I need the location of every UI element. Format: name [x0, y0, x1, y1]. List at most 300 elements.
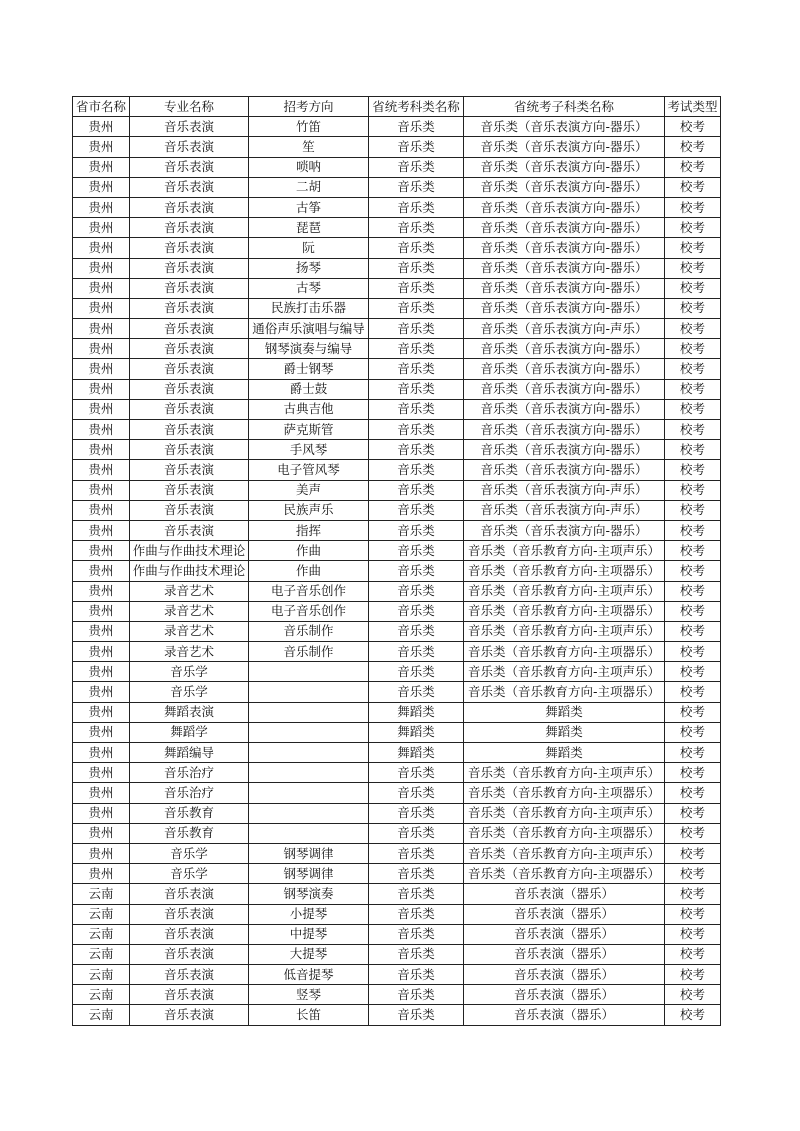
header-major: 专业名称: [130, 97, 249, 117]
header-exam-type: 考试类型: [665, 97, 721, 117]
table-row: [73, 965, 721, 985]
cell-exam-subcategory: 音乐类（音乐表演方向-器乐）: [464, 157, 665, 177]
cell-exam-category: 音乐类: [369, 965, 464, 985]
cell-exam-subcategory: 音乐类（音乐教育方向-主项器乐）: [464, 601, 665, 621]
cell-exam-type: 校考: [665, 1005, 721, 1025]
cell-exam-category: 音乐类: [369, 440, 464, 460]
cell-direction: 电子音乐创作: [249, 581, 369, 601]
cell-major: 录音艺术: [130, 601, 249, 621]
cell-direction: 二胡: [249, 177, 369, 197]
cell-major: 音乐表演: [130, 218, 249, 238]
cell-exam-subcategory: 音乐类（音乐教育方向-主项声乐）: [464, 581, 665, 601]
cell-exam-subcategory: 音乐类（音乐表演方向-器乐）: [464, 520, 665, 540]
cell-exam-category: 音乐类: [369, 298, 464, 318]
cell-major: 音乐教育: [130, 803, 249, 823]
cell-province: 贵州: [73, 642, 130, 662]
cell-exam-subcategory: 音乐类（音乐教育方向-主项声乐）: [464, 621, 665, 641]
table-row: [73, 197, 721, 217]
table-row: [73, 884, 721, 904]
cell-direction: [249, 823, 369, 843]
cell-exam-subcategory: 音乐类（音乐表演方向-器乐）: [464, 177, 665, 197]
cell-exam-subcategory: 音乐类（音乐表演方向-器乐）: [464, 238, 665, 258]
cell-exam-category: 音乐类: [369, 904, 464, 924]
cell-exam-category: 舞蹈类: [369, 722, 464, 742]
cell-exam-category: 音乐类: [369, 339, 464, 359]
cell-exam-category: 音乐类: [369, 763, 464, 783]
cell-exam-category: 音乐类: [369, 520, 464, 540]
cell-exam-type: 校考: [665, 601, 721, 621]
cell-province: 贵州: [73, 783, 130, 803]
cell-exam-subcategory: 舞蹈类: [464, 722, 665, 742]
cell-exam-type: 校考: [665, 783, 721, 803]
cell-direction: 手风琴: [249, 440, 369, 460]
table-row: [73, 743, 721, 763]
cell-major: 音乐表演: [130, 884, 249, 904]
cell-exam-category: 音乐类: [369, 238, 464, 258]
cell-exam-type: 校考: [665, 500, 721, 520]
cell-direction: [249, 743, 369, 763]
cell-direction: 爵士鼓: [249, 379, 369, 399]
cell-exam-type: 校考: [665, 319, 721, 339]
cell-exam-subcategory: 音乐类（音乐表演方向-器乐）: [464, 137, 665, 157]
cell-exam-category: 音乐类: [369, 682, 464, 702]
cell-exam-category: 音乐类: [369, 581, 464, 601]
cell-direction: 通俗声乐演唱与编导: [249, 319, 369, 339]
table-row: [73, 601, 721, 621]
cell-province: 贵州: [73, 359, 130, 379]
header-exam-subcategory: 省统考子科类名称: [464, 97, 665, 117]
cell-exam-subcategory: 音乐表演（器乐）: [464, 884, 665, 904]
cell-exam-subcategory: 音乐类（音乐表演方向-器乐）: [464, 298, 665, 318]
cell-exam-type: 校考: [665, 803, 721, 823]
cell-direction: [249, 722, 369, 742]
table-row: [73, 944, 721, 964]
cell-exam-subcategory: 音乐类（音乐教育方向-主项器乐）: [464, 642, 665, 662]
cell-direction: [249, 783, 369, 803]
cell-exam-type: 校考: [665, 884, 721, 904]
cell-exam-category: 音乐类: [369, 117, 464, 137]
cell-exam-category: 音乐类: [369, 137, 464, 157]
cell-exam-type: 校考: [665, 399, 721, 419]
cell-exam-subcategory: 音乐表演（器乐）: [464, 904, 665, 924]
cell-exam-category: 音乐类: [369, 379, 464, 399]
cell-direction: 指挥: [249, 520, 369, 540]
cell-direction: 琵琶: [249, 218, 369, 238]
table-row: [73, 399, 721, 419]
table-header: [73, 97, 721, 117]
cell-province: 贵州: [73, 238, 130, 258]
table-row: [73, 722, 721, 742]
cell-exam-category: 音乐类: [369, 157, 464, 177]
cell-major: 录音艺术: [130, 621, 249, 641]
cell-exam-type: 校考: [665, 460, 721, 480]
table-row: [73, 1005, 721, 1025]
cell-direction: 爵士钢琴: [249, 359, 369, 379]
table-row: [73, 258, 721, 278]
cell-exam-category: 音乐类: [369, 399, 464, 419]
cell-exam-category: 音乐类: [369, 944, 464, 964]
table-row: [73, 702, 721, 722]
cell-province: 贵州: [73, 258, 130, 278]
cell-province: 贵州: [73, 440, 130, 460]
cell-direction: 民族声乐: [249, 500, 369, 520]
cell-exam-type: 校考: [665, 298, 721, 318]
cell-exam-category: 音乐类: [369, 924, 464, 944]
cell-direction: 美声: [249, 480, 369, 500]
cell-province: 贵州: [73, 379, 130, 399]
cell-province: 云南: [73, 924, 130, 944]
cell-major: 作曲与作曲技术理论: [130, 561, 249, 581]
cell-province: 贵州: [73, 399, 130, 419]
cell-exam-type: 校考: [665, 965, 721, 985]
cell-exam-subcategory: 音乐类（音乐教育方向-主项器乐）: [464, 783, 665, 803]
cell-exam-type: 校考: [665, 197, 721, 217]
cell-direction: 音乐制作: [249, 642, 369, 662]
cell-province: 贵州: [73, 157, 130, 177]
table-row: [73, 864, 721, 884]
cell-major: 音乐表演: [130, 399, 249, 419]
table-row: [73, 339, 721, 359]
cell-direction: [249, 803, 369, 823]
cell-major: 音乐表演: [130, 965, 249, 985]
cell-direction: 作曲: [249, 541, 369, 561]
cell-exam-subcategory: 音乐类（音乐表演方向-器乐）: [464, 117, 665, 137]
cell-major: 音乐表演: [130, 339, 249, 359]
cell-province: 贵州: [73, 722, 130, 742]
cell-exam-type: 校考: [665, 359, 721, 379]
cell-province: 贵州: [73, 298, 130, 318]
cell-province: 贵州: [73, 137, 130, 157]
cell-exam-type: 校考: [665, 924, 721, 944]
cell-major: 音乐学: [130, 662, 249, 682]
cell-exam-type: 校考: [665, 763, 721, 783]
cell-province: 贵州: [73, 480, 130, 500]
cell-exam-type: 校考: [665, 743, 721, 763]
cell-exam-type: 校考: [665, 541, 721, 561]
cell-exam-type: 校考: [665, 480, 721, 500]
cell-exam-subcategory: 音乐表演（器乐）: [464, 985, 665, 1005]
cell-exam-subcategory: 音乐类（音乐表演方向-器乐）: [464, 197, 665, 217]
table-row: [73, 985, 721, 1005]
cell-province: 贵州: [73, 601, 130, 621]
table-row: [73, 520, 721, 540]
cell-exam-type: 校考: [665, 682, 721, 702]
cell-exam-subcategory: 音乐类（音乐教育方向-主项器乐）: [464, 682, 665, 702]
cell-province: 云南: [73, 1005, 130, 1025]
cell-direction: 古典吉他: [249, 399, 369, 419]
cell-exam-category: 音乐类: [369, 197, 464, 217]
cell-exam-category: 音乐类: [369, 561, 464, 581]
cell-major: 音乐表演: [130, 157, 249, 177]
cell-exam-category: 音乐类: [369, 642, 464, 662]
table-row: [73, 420, 721, 440]
cell-province: 云南: [73, 985, 130, 1005]
cell-exam-type: 校考: [665, 722, 721, 742]
cell-exam-subcategory: 音乐类（音乐教育方向-主项器乐）: [464, 561, 665, 581]
cell-major: 作曲与作曲技术理论: [130, 541, 249, 561]
cell-exam-category: 音乐类: [369, 420, 464, 440]
cell-exam-category: 舞蹈类: [369, 743, 464, 763]
cell-exam-subcategory: 音乐表演（器乐）: [464, 965, 665, 985]
cell-exam-subcategory: 音乐类（音乐表演方向-器乐）: [464, 399, 665, 419]
cell-direction: 钢琴调律: [249, 843, 369, 863]
cell-exam-subcategory: 音乐类（音乐教育方向-主项器乐）: [464, 823, 665, 843]
cell-exam-subcategory: 音乐类（音乐教育方向-主项声乐）: [464, 662, 665, 682]
cell-exam-category: 音乐类: [369, 218, 464, 238]
table-row: [73, 823, 721, 843]
cell-exam-subcategory: 舞蹈类: [464, 702, 665, 722]
cell-major: 音乐表演: [130, 359, 249, 379]
admissions-table: [72, 96, 721, 1026]
cell-exam-type: 校考: [665, 440, 721, 460]
table-row: [73, 581, 721, 601]
cell-exam-subcategory: 音乐类（音乐表演方向-器乐）: [464, 359, 665, 379]
cell-exam-category: 音乐类: [369, 319, 464, 339]
cell-exam-subcategory: 音乐表演（器乐）: [464, 1005, 665, 1025]
cell-exam-subcategory: 音乐类（音乐教育方向-主项声乐）: [464, 843, 665, 863]
cell-province: 贵州: [73, 561, 130, 581]
cell-exam-category: 音乐类: [369, 460, 464, 480]
cell-province: 贵州: [73, 420, 130, 440]
cell-province: 云南: [73, 944, 130, 964]
table-row: [73, 440, 721, 460]
table-row: [73, 298, 721, 318]
cell-major: 音乐表演: [130, 924, 249, 944]
cell-exam-type: 校考: [665, 339, 721, 359]
cell-province: 云南: [73, 904, 130, 924]
cell-major: 音乐表演: [130, 500, 249, 520]
table-row: [73, 117, 721, 137]
cell-direction: 电子音乐创作: [249, 601, 369, 621]
cell-direction: 钢琴调律: [249, 864, 369, 884]
cell-exam-type: 校考: [665, 985, 721, 1005]
table-row: [73, 682, 721, 702]
cell-exam-subcategory: 音乐类（音乐表演方向-声乐）: [464, 480, 665, 500]
cell-exam-subcategory: 音乐类（音乐表演方向-器乐）: [464, 278, 665, 298]
cell-direction: 低音提琴: [249, 965, 369, 985]
cell-exam-subcategory: 音乐类（音乐表演方向-声乐）: [464, 319, 665, 339]
cell-exam-subcategory: 音乐类（音乐表演方向-器乐）: [464, 379, 665, 399]
cell-exam-category: 音乐类: [369, 177, 464, 197]
cell-exam-type: 校考: [665, 621, 721, 641]
table-row: [73, 500, 721, 520]
header-province: 省市名称: [73, 97, 130, 117]
cell-province: 云南: [73, 965, 130, 985]
cell-province: 贵州: [73, 803, 130, 823]
table-row: [73, 803, 721, 823]
cell-major: 音乐表演: [130, 985, 249, 1005]
cell-major: 音乐表演: [130, 1005, 249, 1025]
table-row: [73, 843, 721, 863]
cell-exam-subcategory: 音乐类（音乐表演方向-器乐）: [464, 420, 665, 440]
cell-major: 音乐表演: [130, 319, 249, 339]
cell-exam-category: 音乐类: [369, 662, 464, 682]
table-row: [73, 460, 721, 480]
cell-exam-type: 校考: [665, 379, 721, 399]
cell-exam-category: 舞蹈类: [369, 702, 464, 722]
cell-major: 音乐学: [130, 864, 249, 884]
table-row: [73, 763, 721, 783]
cell-exam-type: 校考: [665, 157, 721, 177]
cell-direction: 作曲: [249, 561, 369, 581]
cell-province: 贵州: [73, 621, 130, 641]
table-row: [73, 904, 721, 924]
cell-exam-category: 音乐类: [369, 985, 464, 1005]
cell-exam-category: 音乐类: [369, 783, 464, 803]
cell-direction: 民族打击乐器: [249, 298, 369, 318]
cell-direction: 古筝: [249, 197, 369, 217]
table-row: [73, 359, 721, 379]
cell-exam-subcategory: 音乐类（音乐表演方向-器乐）: [464, 339, 665, 359]
cell-major: 舞蹈表演: [130, 702, 249, 722]
cell-exam-subcategory: 音乐类（音乐表演方向-器乐）: [464, 258, 665, 278]
cell-direction: [249, 763, 369, 783]
cell-exam-category: 音乐类: [369, 480, 464, 500]
cell-province: 贵州: [73, 763, 130, 783]
cell-province: 贵州: [73, 339, 130, 359]
cell-province: 贵州: [73, 218, 130, 238]
header-row: [73, 97, 721, 117]
table-row: [73, 541, 721, 561]
cell-major: 音乐治疗: [130, 783, 249, 803]
cell-exam-subcategory: 音乐类（音乐表演方向-器乐）: [464, 218, 665, 238]
cell-exam-type: 校考: [665, 843, 721, 863]
cell-major: 音乐表演: [130, 520, 249, 540]
table-row: [73, 177, 721, 197]
table-row: [73, 379, 721, 399]
cell-major: 音乐表演: [130, 177, 249, 197]
cell-exam-type: 校考: [665, 137, 721, 157]
cell-major: 音乐表演: [130, 904, 249, 924]
table-row: [73, 561, 721, 581]
cell-major: 音乐治疗: [130, 763, 249, 783]
cell-exam-subcategory: 音乐类（音乐表演方向-器乐）: [464, 440, 665, 460]
table-body: [73, 117, 721, 1025]
cell-exam-category: 音乐类: [369, 258, 464, 278]
cell-direction: 阮: [249, 238, 369, 258]
cell-province: 贵州: [73, 581, 130, 601]
table-row: [73, 137, 721, 157]
cell-exam-category: 音乐类: [369, 278, 464, 298]
cell-exam-type: 校考: [665, 258, 721, 278]
cell-major: 音乐表演: [130, 117, 249, 137]
cell-major: 音乐表演: [130, 379, 249, 399]
table-row: [73, 319, 721, 339]
cell-direction: 扬琴: [249, 258, 369, 278]
cell-exam-category: 音乐类: [369, 359, 464, 379]
table-row: [73, 238, 721, 258]
cell-major: 音乐学: [130, 843, 249, 863]
cell-exam-category: 音乐类: [369, 621, 464, 641]
cell-exam-type: 校考: [665, 561, 721, 581]
cell-province: 云南: [73, 884, 130, 904]
table-row: [73, 480, 721, 500]
table-row: [73, 662, 721, 682]
cell-province: 贵州: [73, 743, 130, 763]
table-row: [73, 621, 721, 641]
cell-major: 录音艺术: [130, 581, 249, 601]
cell-exam-subcategory: 音乐类（音乐表演方向-声乐）: [464, 500, 665, 520]
cell-exam-subcategory: 舞蹈类: [464, 743, 665, 763]
cell-exam-type: 校考: [665, 642, 721, 662]
cell-major: 音乐表演: [130, 278, 249, 298]
cell-province: 贵州: [73, 278, 130, 298]
cell-exam-category: 音乐类: [369, 864, 464, 884]
cell-province: 贵州: [73, 541, 130, 561]
cell-major: 音乐表演: [130, 197, 249, 217]
cell-province: 贵州: [73, 843, 130, 863]
table-row: [73, 278, 721, 298]
cell-exam-category: 音乐类: [369, 823, 464, 843]
cell-direction: [249, 682, 369, 702]
cell-exam-subcategory: 音乐类（音乐教育方向-主项声乐）: [464, 803, 665, 823]
cell-exam-type: 校考: [665, 238, 721, 258]
cell-exam-type: 校考: [665, 662, 721, 682]
cell-major: 音乐表演: [130, 298, 249, 318]
cell-exam-subcategory: 音乐表演（器乐）: [464, 944, 665, 964]
cell-exam-category: 音乐类: [369, 541, 464, 561]
table-row: [73, 783, 721, 803]
cell-exam-category: 音乐类: [369, 601, 464, 621]
cell-direction: 音乐制作: [249, 621, 369, 641]
cell-exam-category: 音乐类: [369, 843, 464, 863]
cell-direction: 萨克斯管: [249, 420, 369, 440]
cell-exam-type: 校考: [665, 177, 721, 197]
cell-major: 音乐表演: [130, 258, 249, 278]
cell-exam-type: 校考: [665, 944, 721, 964]
cell-exam-subcategory: 音乐类（音乐表演方向-器乐）: [464, 460, 665, 480]
cell-province: 贵州: [73, 197, 130, 217]
cell-exam-subcategory: 音乐类（音乐教育方向-主项声乐）: [464, 763, 665, 783]
cell-direction: 笙: [249, 137, 369, 157]
cell-direction: 竹笛: [249, 117, 369, 137]
header-exam-category: 省统考科类名称: [369, 97, 464, 117]
table-row: [73, 642, 721, 662]
cell-exam-type: 校考: [665, 420, 721, 440]
cell-direction: [249, 662, 369, 682]
cell-province: 贵州: [73, 702, 130, 722]
cell-exam-type: 校考: [665, 581, 721, 601]
cell-exam-subcategory: 音乐类（音乐教育方向-主项器乐）: [464, 864, 665, 884]
cell-province: 贵州: [73, 864, 130, 884]
cell-major: 音乐学: [130, 682, 249, 702]
cell-major: 音乐表演: [130, 440, 249, 460]
cell-province: 贵州: [73, 460, 130, 480]
cell-exam-type: 校考: [665, 278, 721, 298]
cell-province: 贵州: [73, 500, 130, 520]
cell-major: 音乐表演: [130, 420, 249, 440]
cell-direction: 中提琴: [249, 924, 369, 944]
cell-direction: [249, 702, 369, 722]
cell-exam-type: 校考: [665, 864, 721, 884]
cell-major: 音乐表演: [130, 944, 249, 964]
cell-exam-type: 校考: [665, 702, 721, 722]
cell-exam-type: 校考: [665, 117, 721, 137]
cell-major: 录音艺术: [130, 642, 249, 662]
cell-province: 贵州: [73, 823, 130, 843]
cell-direction: 长笛: [249, 1005, 369, 1025]
cell-province: 贵州: [73, 319, 130, 339]
cell-province: 贵州: [73, 117, 130, 137]
cell-exam-type: 校考: [665, 520, 721, 540]
cell-major: 舞蹈编导: [130, 743, 249, 763]
cell-province: 贵州: [73, 682, 130, 702]
cell-exam-category: 音乐类: [369, 500, 464, 520]
cell-exam-type: 校考: [665, 823, 721, 843]
cell-province: 贵州: [73, 520, 130, 540]
cell-direction: 竖琴: [249, 985, 369, 1005]
cell-exam-category: 音乐类: [369, 1005, 464, 1025]
